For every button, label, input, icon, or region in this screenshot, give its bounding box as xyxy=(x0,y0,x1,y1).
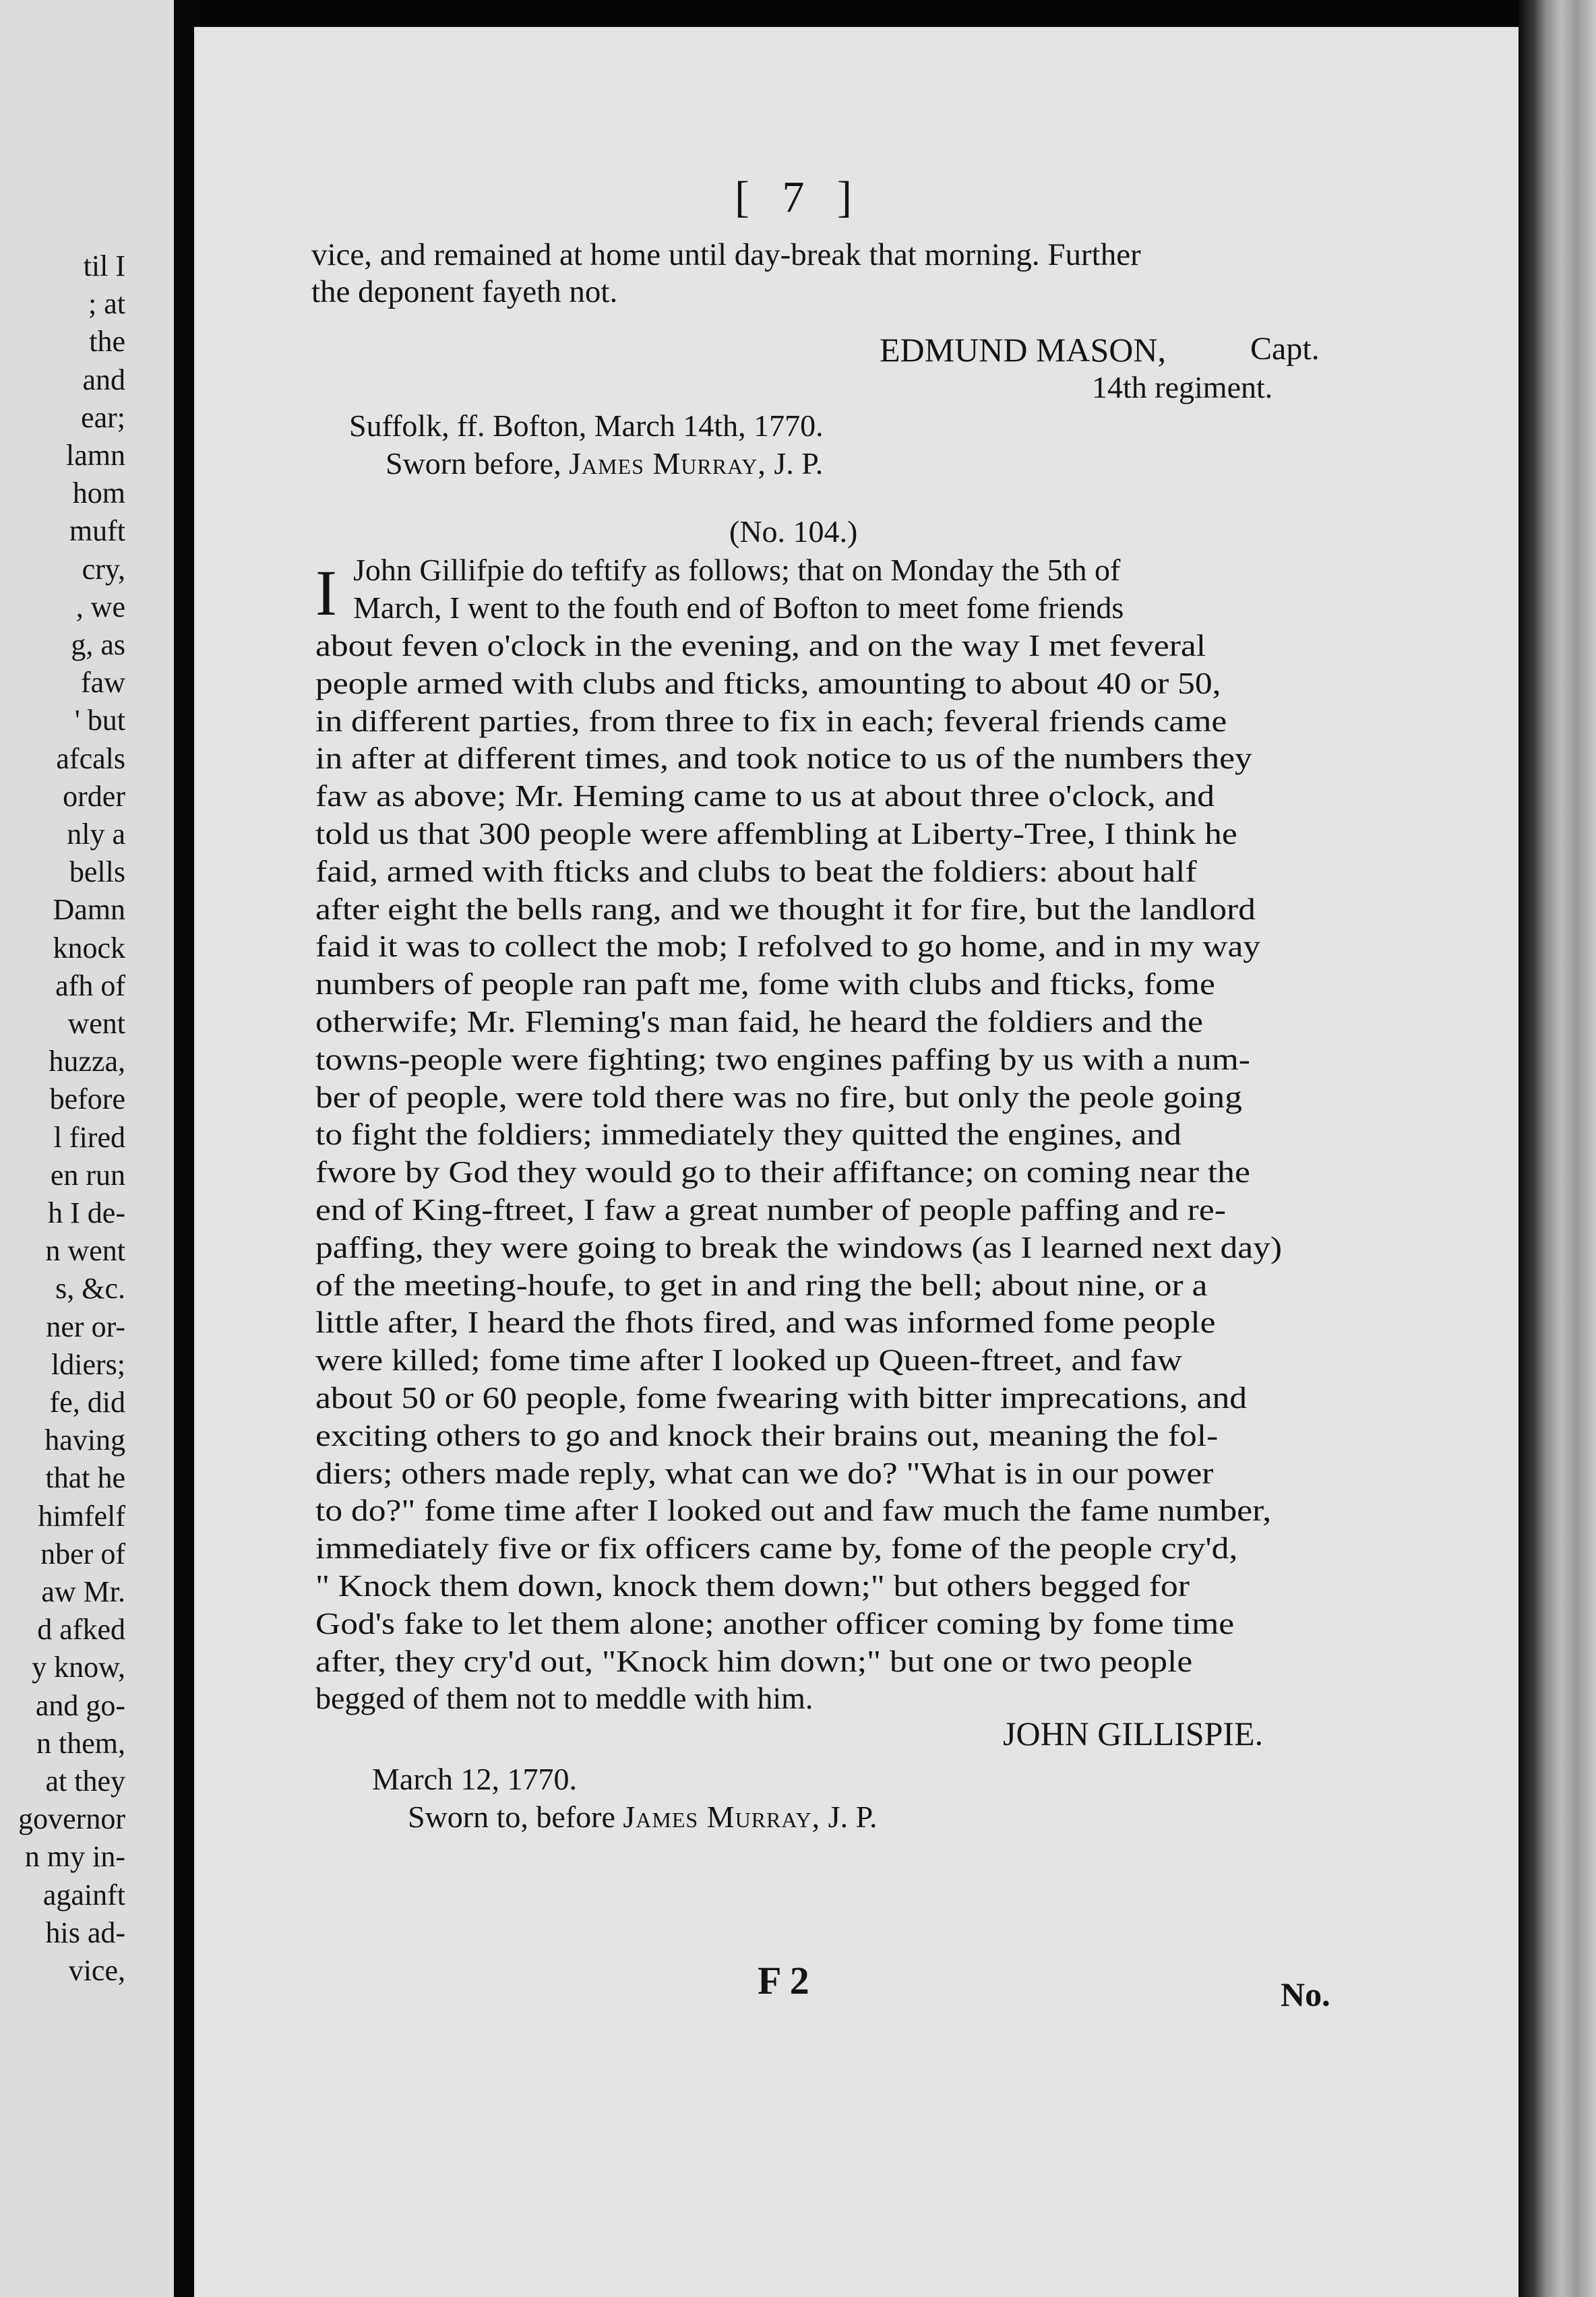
left-page-fragment-line: vice, xyxy=(68,1954,125,1987)
jurat-mason-sworn-prefix: Sworn before, xyxy=(386,446,561,481)
deposition-line: numbers of people ran paft me, fome with clubs and fticks, fome xyxy=(315,967,1215,1002)
opening-line-1: vice, and remained at home until day-break that morning. Further xyxy=(311,237,1141,272)
deposition-line: diers; others made reply, what can we do? "What is in our power xyxy=(315,1455,1214,1490)
deposition-line: faid it was to collect the mob; I refolved to go home, and in my way xyxy=(315,929,1261,964)
deposition-line: faw as above; Mr. Heming came to us at about three o'clock, and xyxy=(315,778,1215,814)
left-page-fragment-line: the xyxy=(89,325,125,359)
left-page-fragment-line: aw Mr. xyxy=(41,1575,125,1608)
deposition-line: after eight the bells rang, and we thought it for fire, but the landlord xyxy=(315,891,1256,926)
left-page-fragment-line: order xyxy=(63,779,125,813)
left-page-fragment-line: afcals xyxy=(56,741,125,775)
deposition-line: told us that 300 people were affembling at Liberty-Tree, I think he xyxy=(315,816,1237,851)
left-page-fragment xyxy=(0,0,174,2297)
left-page-fragment-line: lamn xyxy=(66,439,125,472)
jurat-mason-sworn xyxy=(386,445,823,483)
deposition-line: end of King-ftreet, I faw a great number of people paffing and re- xyxy=(315,1192,1226,1227)
left-page-fragment-line: ' but xyxy=(74,704,125,737)
left-page-fragment-line: and go- xyxy=(35,1688,125,1722)
left-page-fragment-line: ldiers; xyxy=(51,1347,125,1381)
left-page-fragment-line: governor xyxy=(18,1802,125,1836)
deposition-line: were killed; fome time after I looked up Queen-ftreet, and faw xyxy=(315,1343,1183,1378)
regiment-edmund-mason: 14th regiment. xyxy=(1092,370,1273,404)
signature-john-gillispie: JOHN GILLISPIE. xyxy=(1003,1715,1264,1752)
deposition-line: to fight the foldiers; immediately they quitted the engines, and xyxy=(315,1117,1181,1152)
left-page-fragment-line: againft xyxy=(42,1878,125,1911)
deposition-line: ber of people, were told there was no fire, but only the peole going xyxy=(315,1079,1242,1114)
jurat-gillispie-date: March 12, 1770. xyxy=(372,1762,578,1796)
left-page-fragment-line: fe, did xyxy=(49,1386,125,1419)
left-page-fragment-line: his ad- xyxy=(45,1916,125,1949)
left-page-fragment-line: afh of xyxy=(55,969,125,1002)
deposition-line: faid, armed with fticks and clubs to beat the foldiers: about half xyxy=(315,853,1197,888)
left-page-fragment-line: himfelf xyxy=(38,1499,125,1533)
deposition-line: paffing, they were going to break the windows (as I learned next day) xyxy=(315,1229,1282,1264)
left-page-fragment-line: went xyxy=(67,1007,125,1040)
deposition-line: John Gillifpie do teftify as follows; that on Monday the 5th of xyxy=(353,553,1121,587)
rank-edmund-mason: Capt. xyxy=(1250,331,1320,367)
opening-line-2: the deponent fayeth not. xyxy=(311,274,618,309)
left-page-fragment-line: ner or- xyxy=(46,1310,125,1343)
left-page-fragment-line: bells xyxy=(69,855,125,889)
deposition-line: fwore by God they would go to their affiftance; on coming near the xyxy=(315,1155,1250,1190)
deposition-line: March, I went to the fouth end of Bofton to meet fome friends xyxy=(353,590,1124,625)
deposition-line: to do?" fome time after I looked out and faw much the fame number, xyxy=(315,1493,1272,1528)
left-page-fragment-line: that he xyxy=(45,1461,125,1495)
left-page-fragment-line: ; at xyxy=(88,287,125,321)
jurat-mason-justice: James Murray, xyxy=(569,446,766,481)
left-page-fragment-line: before xyxy=(49,1082,125,1116)
drop-cap: I xyxy=(315,557,337,629)
jurat-gillispie-sworn-prefix: Sworn to, before xyxy=(408,1800,615,1834)
left-page-fragment-line: n them, xyxy=(36,1726,125,1760)
signature-edmund-mason: EDMUND MASON, xyxy=(880,331,1167,369)
deposition-line: about feven o'clock in the evening, and on the way I met feveral xyxy=(315,628,1206,663)
left-page-fragment-line: muft xyxy=(69,514,125,548)
left-page-fragment-line: at they xyxy=(45,1765,125,1798)
deposition-line: of the meeting-houfe, to get in and ring the bell; about nine, or a xyxy=(315,1267,1208,1302)
deposition-line: God's fake to let them alone; another officer coming by fome time xyxy=(315,1605,1235,1641)
page-number: [ 7 ] xyxy=(735,173,863,222)
left-page-fragment-line: nly a xyxy=(67,818,125,851)
left-page-fragment-line: and xyxy=(82,363,125,396)
deposition-line: otherwife; Mr. Fleming's man faid, he heard the foldiers and the xyxy=(315,1004,1203,1039)
deposition-number: (No. 104.) xyxy=(729,514,858,549)
left-page-fragment-line: y know, xyxy=(32,1651,125,1684)
deposition-line: exciting others to go and knock their brains out, meaning the fol- xyxy=(315,1417,1219,1452)
left-page-fragment-line: til I xyxy=(83,249,125,282)
page-edge xyxy=(1518,0,1596,2297)
left-page-fragment-line: en run xyxy=(50,1158,125,1192)
jurat-gillispie-justice-title: J. P. xyxy=(828,1800,878,1834)
left-page-fragment-line: n my in- xyxy=(24,1840,125,1874)
book-gutter xyxy=(174,0,194,2297)
left-page-fragment-line: d afked xyxy=(37,1613,125,1647)
deposition-line: " Knock them down, knock them down;" but others begged for xyxy=(315,1568,1190,1603)
deposition-line: about 50 or 60 people, fome fwearing with bitter imprecations, and xyxy=(315,1380,1248,1415)
jurat-gillispie-justice: James Murray, xyxy=(623,1800,821,1834)
left-page-fragment-line: knock xyxy=(53,931,125,964)
signature-mark: F 2 xyxy=(758,1959,809,2002)
jurat-gillispie-sworn xyxy=(408,1798,878,1836)
deposition-line: in different parties, from three to fix in each; feveral friends came xyxy=(315,703,1227,738)
deposition-line: begged of them not to meddle with him. xyxy=(315,1681,814,1716)
deposition-line: towns-people were fighting; two engines paffing by us with a num- xyxy=(315,1041,1250,1076)
left-page-fragment-line: l fired xyxy=(53,1120,125,1154)
left-page-fragment-line: nber of xyxy=(40,1537,125,1570)
deposition-line: immediately five or fix officers came by, fome of the people cry'd, xyxy=(315,1531,1238,1566)
left-page-fragment-line: ear; xyxy=(81,400,125,434)
jurat-mason-justice-title: J. P. xyxy=(774,446,824,481)
left-page-fragment-line: n went xyxy=(45,1234,125,1268)
jurat-mason-place: Suffolk, ff. Bofton, March 14th, 1770. xyxy=(349,408,824,443)
catchword: No. xyxy=(1281,1976,1330,2013)
left-page-fragment-line: faw xyxy=(81,666,125,700)
left-page-fragment-line: having xyxy=(44,1423,125,1457)
left-page-fragment-line: hom xyxy=(72,477,125,510)
deposition-line: after, they cry'd out, "Knock him down;" but one or two people xyxy=(315,1643,1193,1678)
left-page-fragment-line: h I de- xyxy=(48,1196,125,1229)
deposition-line: little after, I heard the fhots fired, and was informed fome people xyxy=(315,1305,1216,1340)
deposition-line: in after at different times, and took notice to us of the numbers they xyxy=(315,741,1252,776)
left-page-fragment-line: huzza, xyxy=(49,1045,125,1078)
left-page-fragment-line: Damn xyxy=(53,893,125,927)
deposition-line: people armed with clubs and fticks, amounting to about 40 or 50, xyxy=(315,665,1221,700)
left-page-fragment-line: cry, xyxy=(82,552,125,586)
left-page-fragment-line: s, &c. xyxy=(55,1272,125,1306)
left-page-fragment-line: , we xyxy=(75,590,125,623)
left-page-fragment-line: g, as xyxy=(71,628,125,661)
